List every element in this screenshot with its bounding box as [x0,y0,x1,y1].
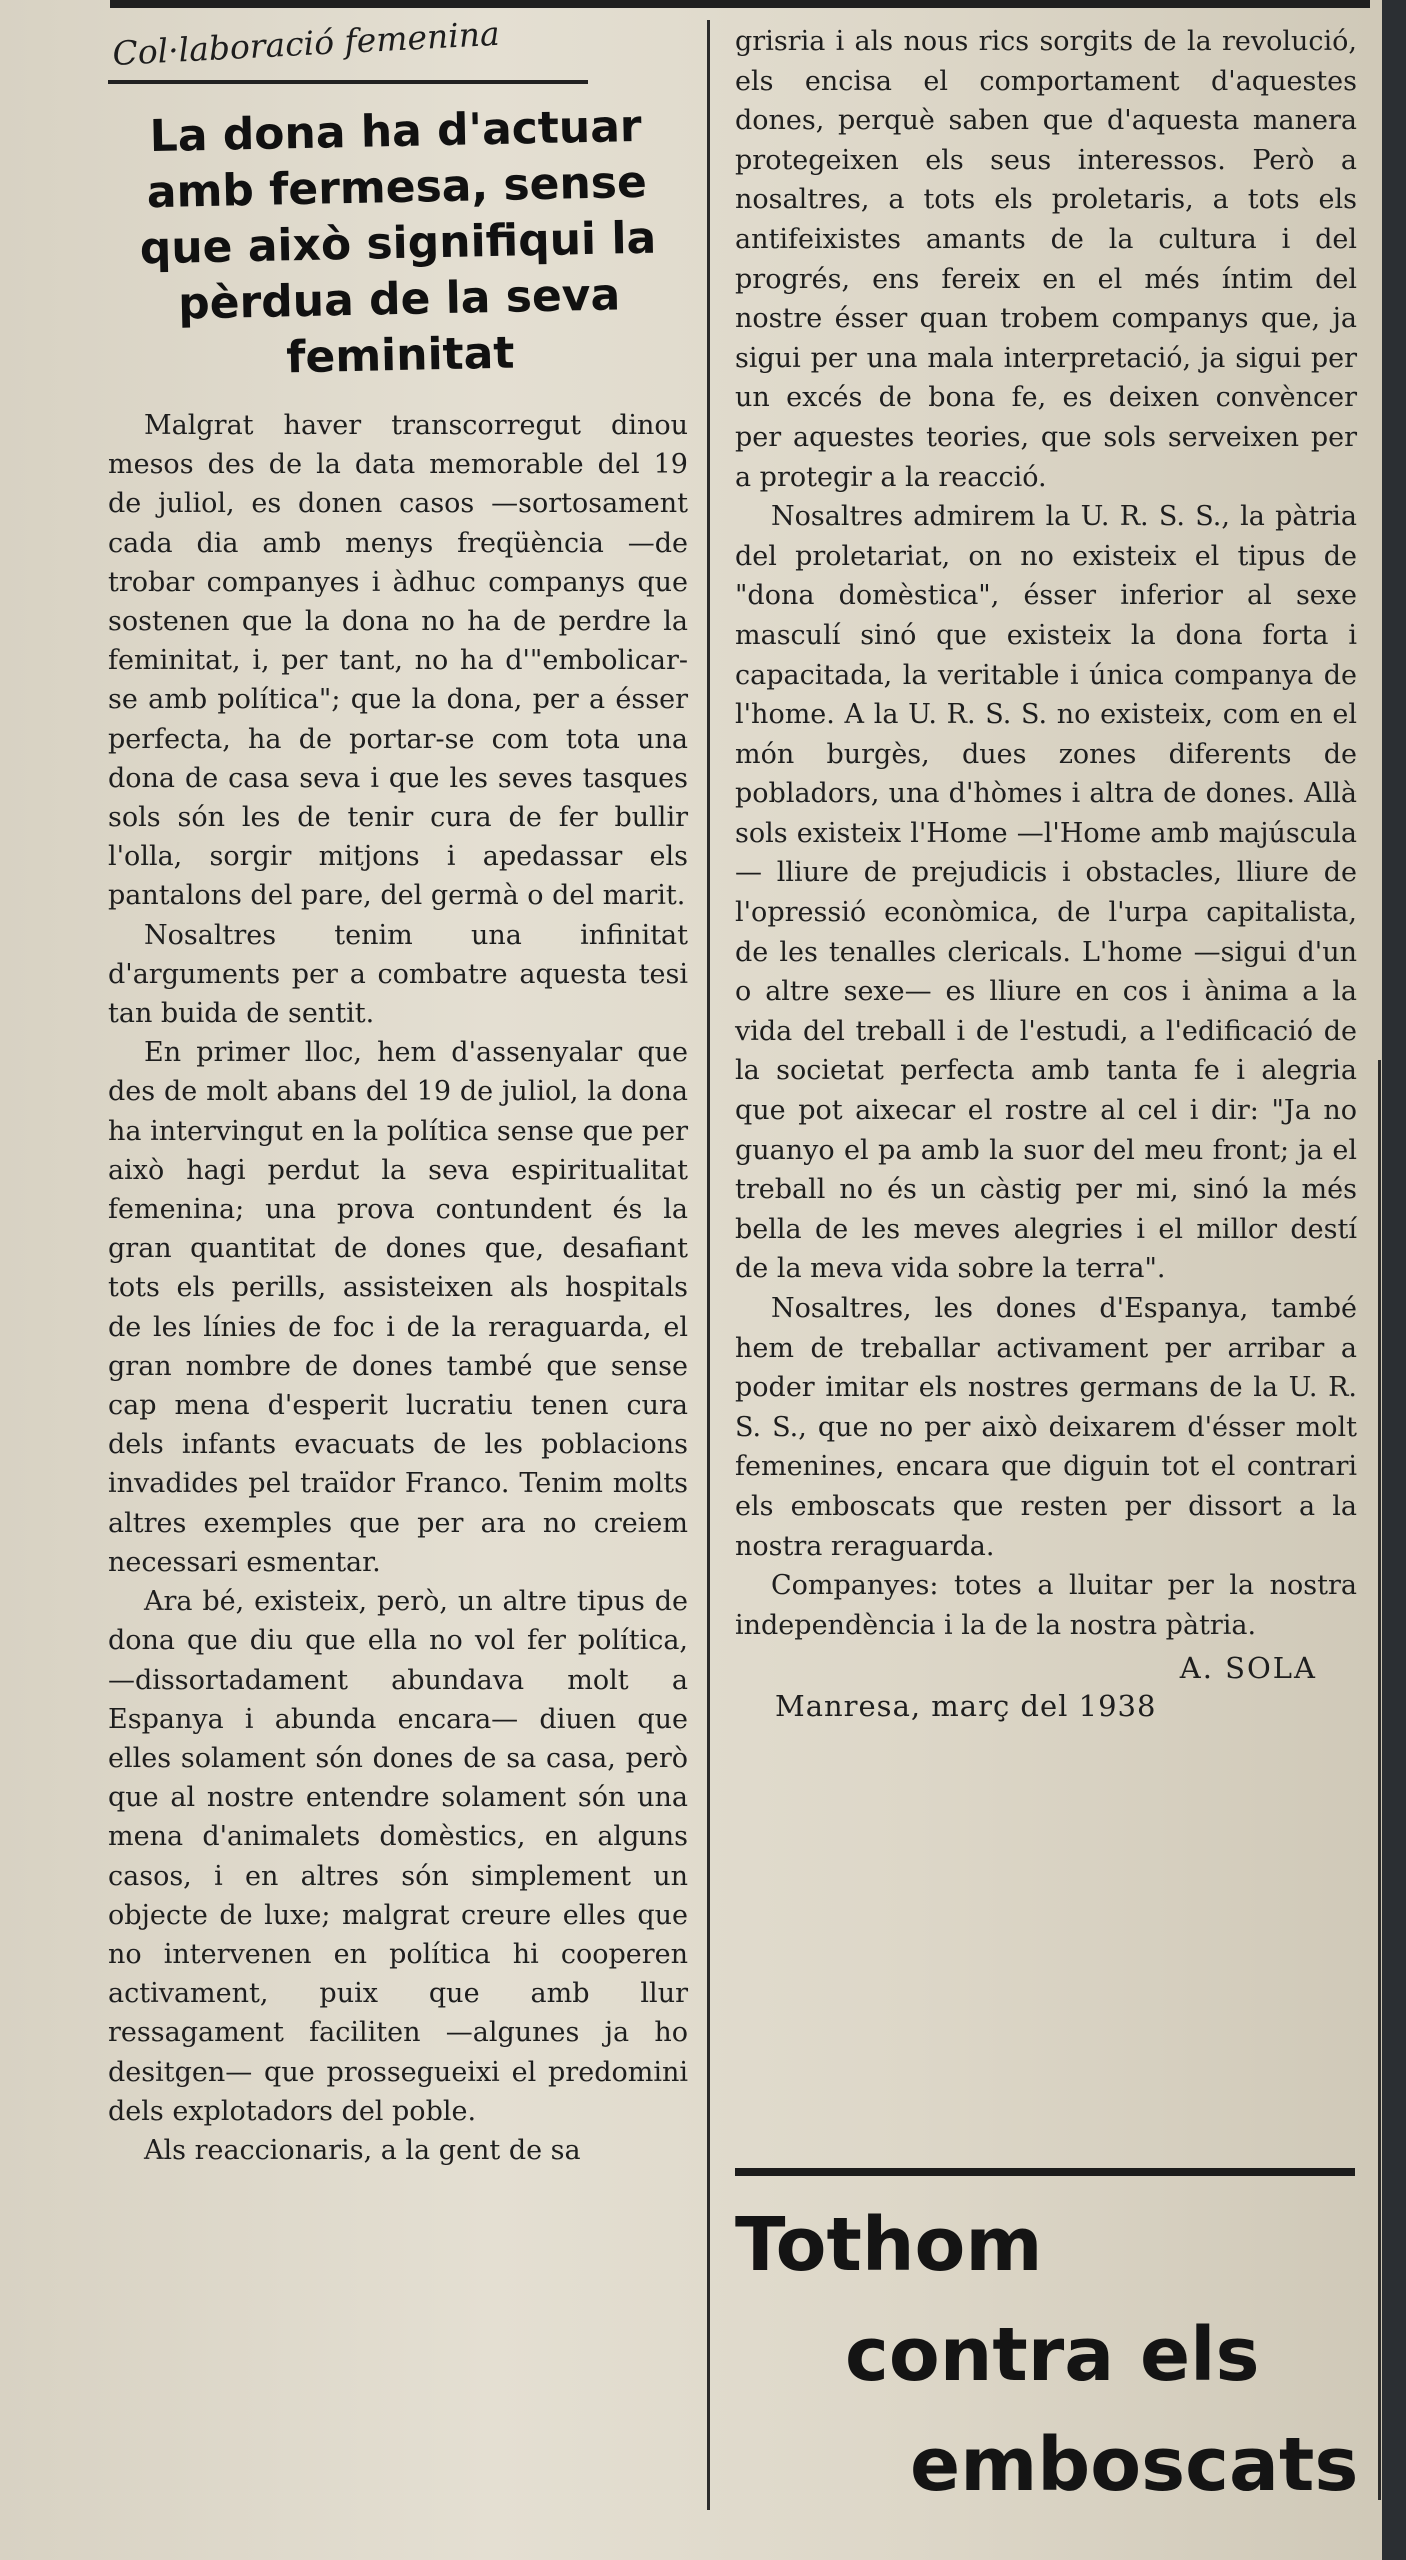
dateline: Manresa, març del 1938 [775,1689,1157,1724]
article-paragraph: Nosaltres admirem la U. R. S. S., la pàtria del proletariat, on no existeix el tipus de "dona domèstica", ésser inferior al sexe masculí sinó que existeix la dona forta i capacitada, la veritable i única companya de l'home. A la U. R. S. S. no existeix, com en el món burgès, dues zones diferents de pobladors, una d'hòmes i altra de dones. Allà sols existeix l'Home —l'Home amb majúscula— lliure de prejudicis i obstacles, lliure de l'opressió econòmica, de l'urpa capitalista, de les tenalles clericals. L'home —sigui d'un o altre sexe— es lliure en cos i ànima a la vida del treball i de l'estudi, a l'edificació de la societat perfecta amb tanta fe i alegria que pot aixecar el rostre al cel i dir: "Ja no guanyo el pa amb la suor del meu front; ja el treball no és un càstig per mi, sinó la més bella de les meves alegries i el millor destí de la meva vida sobre la terra". [735,501,1357,1285]
slogan-line: contra els [845,2312,1260,2398]
top-rule [110,0,1370,8]
article-paragraph: Als reaccionaris, a la gent de sa [144,2134,581,2166]
headline [105,98,691,390]
section-label: Col·laboració femenina [111,13,501,74]
column-divider [707,20,710,2510]
article-paragraph: Companyes: totes a lluitar per la nostra independència i la de la nostra pàtria. [735,1570,1357,1641]
headline-line: que això signifiqui la [139,212,657,275]
article-paragraph: Malgrat haver transcorregut dinou mesos des de la data memorable del 19 de juliol, es donen casos —sortosament cada dia amb menys freqüència —de trobar companyes i àdhuc companys que sostenen que la dona no ha de perdre la feminitat, i, per tant, no ha d'"embolicar-se amb política"; que la dona, per a ésser perfecta, ha de portar-se com tota una dona de casa seva i que les seves tasques sols són les de tenir cura de fer bullir l'olla, sorgir mitjons i apedassar els pantalons del pare, del germà o del marit. [108,410,688,912]
article-paragraph: Nosaltres tenim una infinitat d'arguments per a combatre aquesta tesi tan buida de sentit. [108,919,688,1030]
article-body-left [108,406,688,2170]
slogan-line: Tothom [735,2202,1043,2288]
article-paragraph: En primer lloc, hem d'assenyalar que des de molt abans del 19 de juliol, la dona ha intervingut en la política sense que per això hagi perdut la seva espiritualitat femenina; una prova contundent és la gran quantitat de dones que, desafiant tots els perills, assisteixen als hospitals de les línies de foc i de la reraguarda, el gran nombre de dones també que sense cap mena d'esperit lucratiu tenen cura dels infants evacuats de les poblacions invadides pel traïdor Franco. Tenim molts altres exemples que per ara no creiem necessari esmentar. [108,1037,688,1578]
headline-line: La dona ha d'actuar [149,100,643,163]
right-column [735,22,1357,1723]
right-column-rule [1378,1060,1381,2500]
headline-line: feminitat [285,327,515,384]
article-body-right [735,22,1357,1645]
slogan-line: emboscats [910,2422,1359,2508]
headline-line: amb fermesa, sense [146,156,648,219]
headline-line: pèrdua de la seva [177,269,621,330]
dark-background-edge [1382,0,1406,2560]
slogan-rule [735,2168,1355,2176]
article-paragraph: Nosaltres, les dones d'Espanya, també hem de treballar activament per arribar a poder imitar els nostres germans de la U. R. S. S., que no per això deixarem d'ésser molt femenines, encara que diguin tot el contrari els emboscats que resten per dissort a la nostra reraguarda. [735,1293,1357,1562]
article-paragraph: grisria i als nous rics sorgits de la revolució, els encisa el comportament d'aquestes dones, perquè saben que d'aquesta manera protegeixen els seus interessos. Però a nosaltres, a tots els proletaris, a tots els antifeixistes amants de la cultura i del progrés, ens fereix en el més íntim del nostre ésser quan trobem companys que, ja sigui per una mala interpretació, ja sigui per un excés de bona fe, es deixen convèncer per aquestes teories, que sols serveixen per a protegir a la reacció. [735,26,1357,493]
left-column [108,13,688,2170]
slogan-box [735,2190,1359,2520]
author-signature: A. SOLA [1179,1651,1317,1686]
article-paragraph: Ara bé, existeix, però, un altre tipus de dona que diu que ella no vol fer política, —dissortadament abundava molt a Espanya i abunda encara— diuen que elles solament són dones de sa casa, però que al nostre entendre solament són una mena d'animalets domèstics, en alguns casos, i en altres són simplement un objecte de luxe; malgrat creure elles que no intervenen en política hi cooperen activament, puix que amb llur ressagament faciliten —algunes ja ho desitgen— que prossegueixi el predomini dels explotadors del poble. [108,1586,688,2127]
